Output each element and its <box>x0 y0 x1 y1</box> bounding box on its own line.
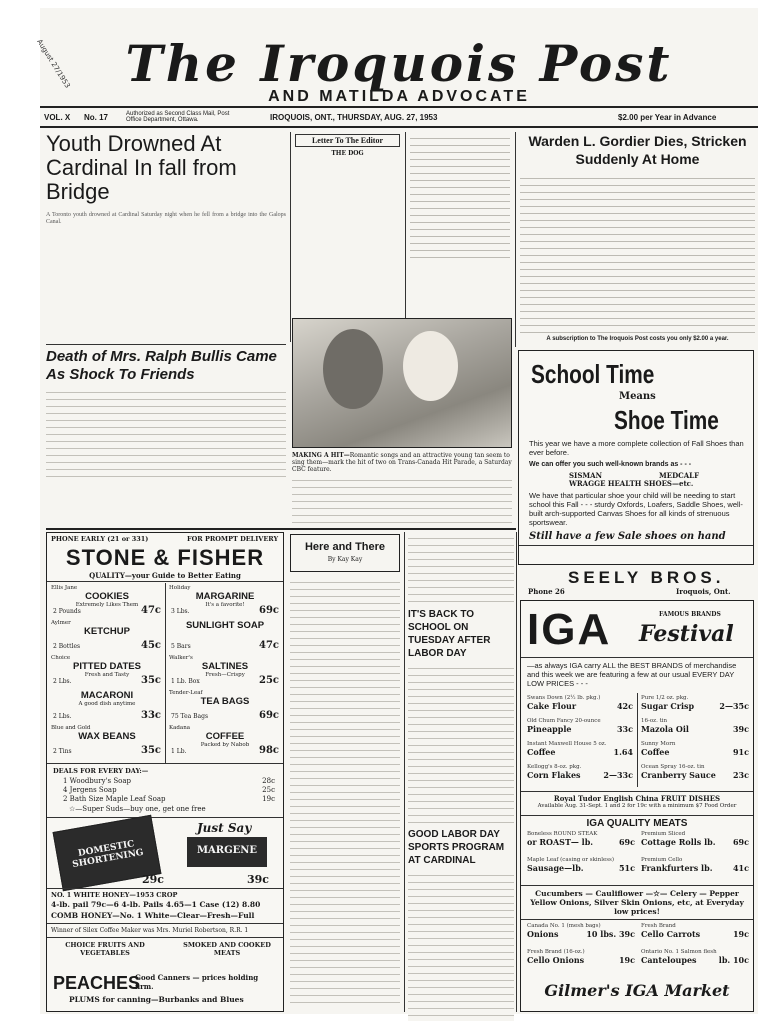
deal-row <box>63 777 275 786</box>
comb-honey: COMB HONEY—No. 1 White—Clear—Fresh—Full <box>51 911 255 920</box>
iga-item-name: Cake Flour <box>527 701 577 711</box>
choice-fruits: CHOICE FRUITS AND VEGETABLES <box>65 941 145 957</box>
bullis-lede <box>46 388 286 478</box>
dateline-bar <box>40 106 758 128</box>
caption-text: Romantic songs and an attractive young tan seem to sing them—mark the hit of two on Trans-Canada Hit Parade, a Saturday CBC feature. <box>292 452 512 473</box>
item-name: MARGARINE <box>195 591 255 602</box>
deal-item: 4 Jergens Soap <box>63 786 117 794</box>
phone-early: PHONE EARLY (21 or 331) <box>51 535 149 543</box>
item-note: Extremely Likes Them <box>75 602 139 608</box>
masthead <box>35 8 758 113</box>
iga-item-row <box>641 770 749 780</box>
deal-price: 19c <box>262 795 275 803</box>
item-name: WAX BEANS <box>78 731 136 742</box>
iga-pair-cell <box>527 857 635 873</box>
deals-list <box>63 777 275 804</box>
iga-item-price: 2—33c <box>603 770 633 780</box>
smoked-meats: SMOKED AND COOKED MEATS <box>183 941 271 957</box>
domestic-label: DOMESTIC SHORTENING <box>71 839 145 871</box>
iga-item-price: 91c <box>732 747 749 757</box>
meats-header: IGA QUALITY MEATS <box>586 818 688 829</box>
white-honey: NO. 1 WHITE HONEY—1953 CROP <box>51 891 178 899</box>
item-name: PITTED DATES <box>73 661 141 672</box>
volume-label: VOL. X <box>44 113 71 122</box>
iga-item <box>527 764 633 787</box>
item-brand: Walker's <box>169 655 193 661</box>
iga-pair-name: Sausage—lb. <box>527 863 584 873</box>
plums-line: PLUMS for canning—Burbanks and Blues <box>69 995 244 1004</box>
grocery-item <box>169 585 281 620</box>
iga-item-size: Pure 1/2 oz. pkg. <box>641 695 689 701</box>
iga-ad <box>520 600 754 1012</box>
grocery-item <box>51 620 163 655</box>
deals-header: DEALS FOR EVERY DAY:— <box>53 767 149 775</box>
item-qty: 5 Bars <box>171 643 191 650</box>
iga-pair-size: Premium Cello <box>641 857 683 863</box>
iga-item-row <box>527 724 633 734</box>
super-suds: ☆—Super Suds—buy one, get one free <box>69 805 206 813</box>
fruit-dishes: Royal Tudor English China FRUIT DISHES <box>553 794 721 803</box>
iga-pair-line <box>527 863 635 873</box>
shoe-body: This year we have a more complete collection of Fall Shoes than ever before. <box>529 439 744 457</box>
iga-pair-line <box>641 837 749 847</box>
issue-number: No. 17 <box>84 113 109 122</box>
school-sports-column <box>408 534 514 1012</box>
item-price-row <box>169 640 281 653</box>
brand-medcalf: MEDCALF <box>659 471 700 480</box>
here-there-title: Here and There <box>304 541 386 553</box>
item-brand: Aylmer <box>51 620 71 626</box>
iga-pair-size: Maple Leaf (casing or skinless) <box>527 857 615 863</box>
iga-pair-name: Cello Carrots <box>641 929 701 939</box>
iga-intro: —as always IGA carry ALL the BEST BRANDS of merchandise and this week we are featuring a few at our usual EVERY DAY LOW PRICES - - - <box>527 661 737 688</box>
grocery-item <box>51 585 163 620</box>
iga-pair-line <box>641 863 749 873</box>
peaches-label: PEACHES <box>53 973 141 993</box>
item-price: 35c <box>140 675 161 686</box>
iga-item-row <box>641 701 749 711</box>
peaches-note: Good Canners — prices holding firm. <box>135 973 259 991</box>
grocery-item <box>51 725 163 760</box>
iga-item-name: Sugar Crisp <box>641 701 695 711</box>
item-note: Fresh—Crispy <box>205 672 245 678</box>
iga-pair-size: Canada No. 1 (mesh bags) <box>527 923 601 929</box>
iga-right-items <box>641 695 749 787</box>
iga-pair-cell <box>641 949 749 965</box>
subscription-price: $2.00 per Year in Advance <box>618 113 717 122</box>
brand-sisman: SISMAN <box>569 471 602 480</box>
item-brand: Tender-Leaf <box>169 690 203 696</box>
grocery-item <box>51 655 163 690</box>
grocery-item <box>169 655 281 690</box>
stone-fisher-ad <box>46 532 284 1012</box>
iga-item-row <box>641 747 749 757</box>
deal-row <box>63 786 275 795</box>
iga-item <box>527 695 633 718</box>
photo-caption <box>292 452 512 473</box>
gordier-story <box>520 132 755 342</box>
just-say: Just Say <box>197 821 252 835</box>
iga-pair-name: Onions <box>527 929 559 939</box>
item-price: 33c <box>140 710 161 721</box>
letter-subtitle: THE DOG <box>331 150 364 157</box>
item-qty: 2 Lbs. <box>53 713 72 720</box>
item-price: 69c <box>258 605 279 616</box>
iga-pair-size: Ontario No. 1 Salmon flesh <box>641 949 717 955</box>
shoe-body-2: We have that particular shoe your child will be needing to start school this Fall - - - sturdy Oxfords, Loafers, Saddle Shoes, well-built arch-supported Canvas Shoes for all kinds of strenuous sportswear. <box>529 491 743 527</box>
iga-item-row <box>527 701 633 711</box>
deal-price: 28c <box>262 777 275 785</box>
iga-item-price: 23c <box>732 770 749 780</box>
item-brand: Holiday <box>169 585 191 591</box>
here-there-column <box>290 534 400 1012</box>
bullis-headline: Death of Mrs. Ralph Bullis Came As Shock To Friends <box>46 348 277 383</box>
iga-pair-row <box>527 949 749 975</box>
stone-left-column <box>51 585 163 760</box>
item-qty: 2 Bottles <box>53 643 81 650</box>
iga-meats-list <box>527 831 749 883</box>
iga-item-price: 2—35c <box>719 701 749 711</box>
iga-pair-price: 69c <box>732 837 749 847</box>
here-there-box <box>290 534 400 572</box>
grocery-item <box>169 620 281 655</box>
seely-phone: Phone 26 <box>528 587 565 596</box>
iga-item <box>641 741 749 764</box>
iga-item-row <box>527 770 633 780</box>
item-name: COFFEE <box>205 731 245 742</box>
place-date: IROQUOIS, ONT., THURSDAY, AUG. 27, 1953 <box>270 113 438 122</box>
sale-tagline: Still have a few Sale shoes on hand <box>529 531 726 542</box>
brands-intro: We can offer you such well-known brands as - - - <box>529 461 692 468</box>
iga-item-size: Old Chum Fancy 20-ounce <box>527 718 601 724</box>
bullis-story <box>46 348 286 478</box>
item-name: KETCHUP <box>84 626 130 637</box>
iga-pair-price: lb. 10c <box>718 955 749 965</box>
iga-item-price: 42c <box>616 701 633 711</box>
iga-pair-price: 51c <box>618 863 635 873</box>
iga-item-size: Instant Maxwell House 5 oz. <box>527 741 607 747</box>
handwritten-date: August 27/1953 <box>35 38 72 90</box>
drowned-lede: A Toronto youth drowned at Cardinal Saturday night when he fell from a bridge into the Galops Canal. <box>46 212 286 225</box>
veg-line: Cucumbers — Cauliflower —☆— Celery — Pepper Yellow Onions, Silver Skin Onions, etc, at Everyday low prices! <box>530 889 744 916</box>
item-name: SUNLIGHT SOAP <box>185 620 265 631</box>
iga-pair-line <box>527 929 635 939</box>
newspaper-title: The Iroquois Post <box>125 34 673 93</box>
item-brand: Choice <box>51 655 71 661</box>
iga-brand: IGA <box>527 605 612 654</box>
iga-pair-cell <box>527 831 635 847</box>
item-qty: 2 Lbs. <box>53 678 72 685</box>
item-name: SALTINES <box>201 661 249 672</box>
letter-to-editor <box>295 134 400 157</box>
deal-item: 2 Bath Size Maple Leaf Soap <box>63 795 166 803</box>
fruit-note: Available Aug. 31-Sept. 1 and 2 for 19c with a minimum $7 Food Order <box>537 803 737 809</box>
back-to-school-headline: IT'S BACK TO SCHOOL ON TUESDAY AFTER LABOR DAY <box>408 609 491 659</box>
newspaper-subtitle: AND MATILDA ADVOCATE <box>268 88 530 105</box>
caption-continuation <box>292 476 512 526</box>
iga-pair-cell <box>527 923 635 939</box>
margene-price: 39c <box>247 873 270 886</box>
grocery-item <box>169 725 281 760</box>
seely-store-block <box>518 568 754 598</box>
iga-item-name: Mazola Oil <box>641 724 689 734</box>
brand-wragge: WRAGGE HEALTH SHOES—etc. <box>569 479 694 488</box>
gilmers-market: Gilmer's IGA Market <box>544 981 730 1000</box>
iga-pair-name: Frankfurters lb. <box>641 863 713 873</box>
item-price: 45c <box>140 640 161 651</box>
iga-pair-name: or ROAST— lb. <box>527 837 594 847</box>
iga-item <box>641 695 749 718</box>
iga-pair-size: Fresh Brand <box>641 923 676 929</box>
seely-bros-name: SEELY BROS. <box>568 568 725 587</box>
stone-tagline: QUALITY—your Guide to Better Eating <box>89 571 241 580</box>
shoe-time-text: Shoe Time <box>614 405 719 435</box>
iga-pair-row <box>527 923 749 949</box>
drowned-story <box>46 132 286 322</box>
letter-title: Letter To The Editor <box>295 134 400 147</box>
grocery-item <box>169 690 281 725</box>
iga-pair-price: 10 lbs. 39c <box>586 929 635 939</box>
shortening-price: 29c <box>142 873 165 886</box>
item-note: Fresh and Tasty <box>84 672 130 678</box>
photo-figure-left <box>323 329 383 409</box>
iga-festival: Festival <box>639 621 734 647</box>
iga-pair-name: Cello Onions <box>527 955 585 965</box>
item-price-row <box>51 710 163 723</box>
here-there-byline: By Kay Kay <box>327 556 363 563</box>
iga-pair-name: Cottage Rolls lb. <box>641 837 716 847</box>
newspaper-page <box>35 8 758 1014</box>
iga-item-price: 1.64 <box>613 747 633 757</box>
iga-item-name: Corn Flakes <box>527 770 581 780</box>
grocery-item <box>51 690 163 725</box>
honey-prices: 4-lb. pail 79c—6 4-lb. Pails 4.65—1 Case (12) 8.80 <box>51 900 261 909</box>
item-price: 47c <box>258 640 279 651</box>
iga-item-size: Sunny Morn <box>641 741 676 747</box>
iga-pair-row <box>527 857 749 883</box>
item-price-row <box>169 710 281 723</box>
item-note: Packed by Nabob <box>200 742 250 748</box>
means-text: Means <box>619 391 656 402</box>
iga-pair-price: 19c <box>618 955 635 965</box>
item-price: 35c <box>140 745 161 756</box>
iga-item-size: Kellogg's 8-oz. pkg. <box>527 764 582 770</box>
iga-item <box>527 718 633 741</box>
iga-item <box>641 764 749 787</box>
item-price-row <box>51 745 163 758</box>
item-price: 98c <box>258 745 279 756</box>
margene-box: MARGENE <box>187 837 267 867</box>
item-qty: 1 Lb. Box <box>171 678 200 685</box>
school-time-text: School Time <box>531 359 655 389</box>
iga-item-price: 33c <box>616 724 633 734</box>
iga-item-price: 39c <box>732 724 749 734</box>
famous-brands: FAMOUS BRANDS <box>659 611 721 618</box>
item-qty: 1 Lb. <box>171 748 187 755</box>
iga-pair-price: 69c <box>618 837 635 847</box>
iga-pair-size: Fresh Brand (16-oz.) <box>527 949 585 955</box>
iga-pair-price: 41c <box>732 863 749 873</box>
iga-item-size: 16-oz. tin <box>641 718 668 724</box>
stone-fisher-name: STONE & FISHER <box>65 545 265 570</box>
silex-winner: Winner of Silex Coffee Maker was Mrs. Muriel Robertson, R.R. 1 <box>51 927 249 934</box>
item-name: MACARONI <box>80 690 134 701</box>
iga-pair-line <box>641 955 749 965</box>
drowned-headline: Youth Drowned At Cardinal In fall from Bridge <box>46 131 237 204</box>
item-price: 69c <box>258 710 279 721</box>
item-name: TEA BAGS <box>200 696 250 707</box>
iga-item-name: Pineapple <box>527 724 572 734</box>
iga-item-size: Ocean Spray 16-oz. tin <box>641 764 705 770</box>
iga-pair-cell <box>641 831 749 847</box>
deal-price: 25c <box>262 786 275 794</box>
item-price-row <box>51 640 163 653</box>
couple-photo <box>292 318 512 448</box>
postal-authorization: Authorized as Second Class Mail, Post Office Department, Ottawa. <box>126 111 230 123</box>
stone-right-column <box>169 585 281 760</box>
iga-pair-line <box>527 955 635 965</box>
iga-pair-line <box>527 837 635 847</box>
iga-item-row <box>527 747 633 757</box>
item-brand: Kadana <box>169 725 191 731</box>
item-brand: Ellis Jane <box>51 585 78 591</box>
item-qty: 3 Lbs. <box>171 608 190 615</box>
deal-item: 1 Woodbury's Soap <box>63 777 132 785</box>
iga-item <box>641 718 749 741</box>
photo-figure-right <box>403 331 458 401</box>
iga-left-items <box>527 695 633 787</box>
seely-shoe-ad <box>518 350 754 565</box>
item-qty: 75 Tea Bags <box>171 713 209 720</box>
item-note: It's a favorite! <box>205 602 245 608</box>
sports-headline: GOOD LABOR DAY SPORTS PROGRAM AT CARDINAL <box>408 829 505 866</box>
item-price: 47c <box>140 605 161 616</box>
item-brand: Blue and Gold <box>51 725 91 731</box>
item-name: COOKIES <box>85 591 129 602</box>
iga-pair-size: Premium Sliced <box>641 831 686 837</box>
iga-item-name: Cranberry Sauce <box>641 770 716 780</box>
iga-item-name: Coffee <box>527 747 556 757</box>
iga-pair-cell <box>641 923 749 939</box>
seely-town: Iroquois, Ont. <box>676 587 731 596</box>
caption-lead: MAKING A HIT— <box>292 452 350 459</box>
iga-pair-row <box>527 831 749 857</box>
letter-continuation <box>410 134 510 264</box>
item-qty: 2 Pounds <box>53 608 81 615</box>
item-price: 25c <box>258 675 279 686</box>
iga-pair-size: Boneless ROUND STEAK <box>527 831 598 837</box>
gordier-headline: Warden L. Gordier Dies, Stricken Suddenly At Home <box>528 133 747 167</box>
iga-item-row <box>641 724 749 734</box>
iga-pair-line <box>641 929 749 939</box>
iga-item-name: Coffee <box>641 747 670 757</box>
iga-pair-price: 19c <box>732 929 749 939</box>
iga-produce-list <box>527 923 749 975</box>
iga-item-size: Swans Down (2½ lb. pkg.) <box>527 695 601 701</box>
item-qty: 2 Tins <box>53 748 72 755</box>
iga-pair-cell <box>527 949 635 965</box>
item-note: A good dish anytime <box>78 701 136 707</box>
subscription-note: A subscription to The Iroquois Post costs you only $2.00 a year. <box>546 336 729 342</box>
iga-pair-cell <box>641 857 749 873</box>
prompt-delivery: FOR PROMPT DELIVERY <box>187 535 279 543</box>
iga-pair-name: Canteloupes <box>641 955 697 965</box>
iga-item <box>527 741 633 764</box>
deal-row <box>63 795 275 804</box>
